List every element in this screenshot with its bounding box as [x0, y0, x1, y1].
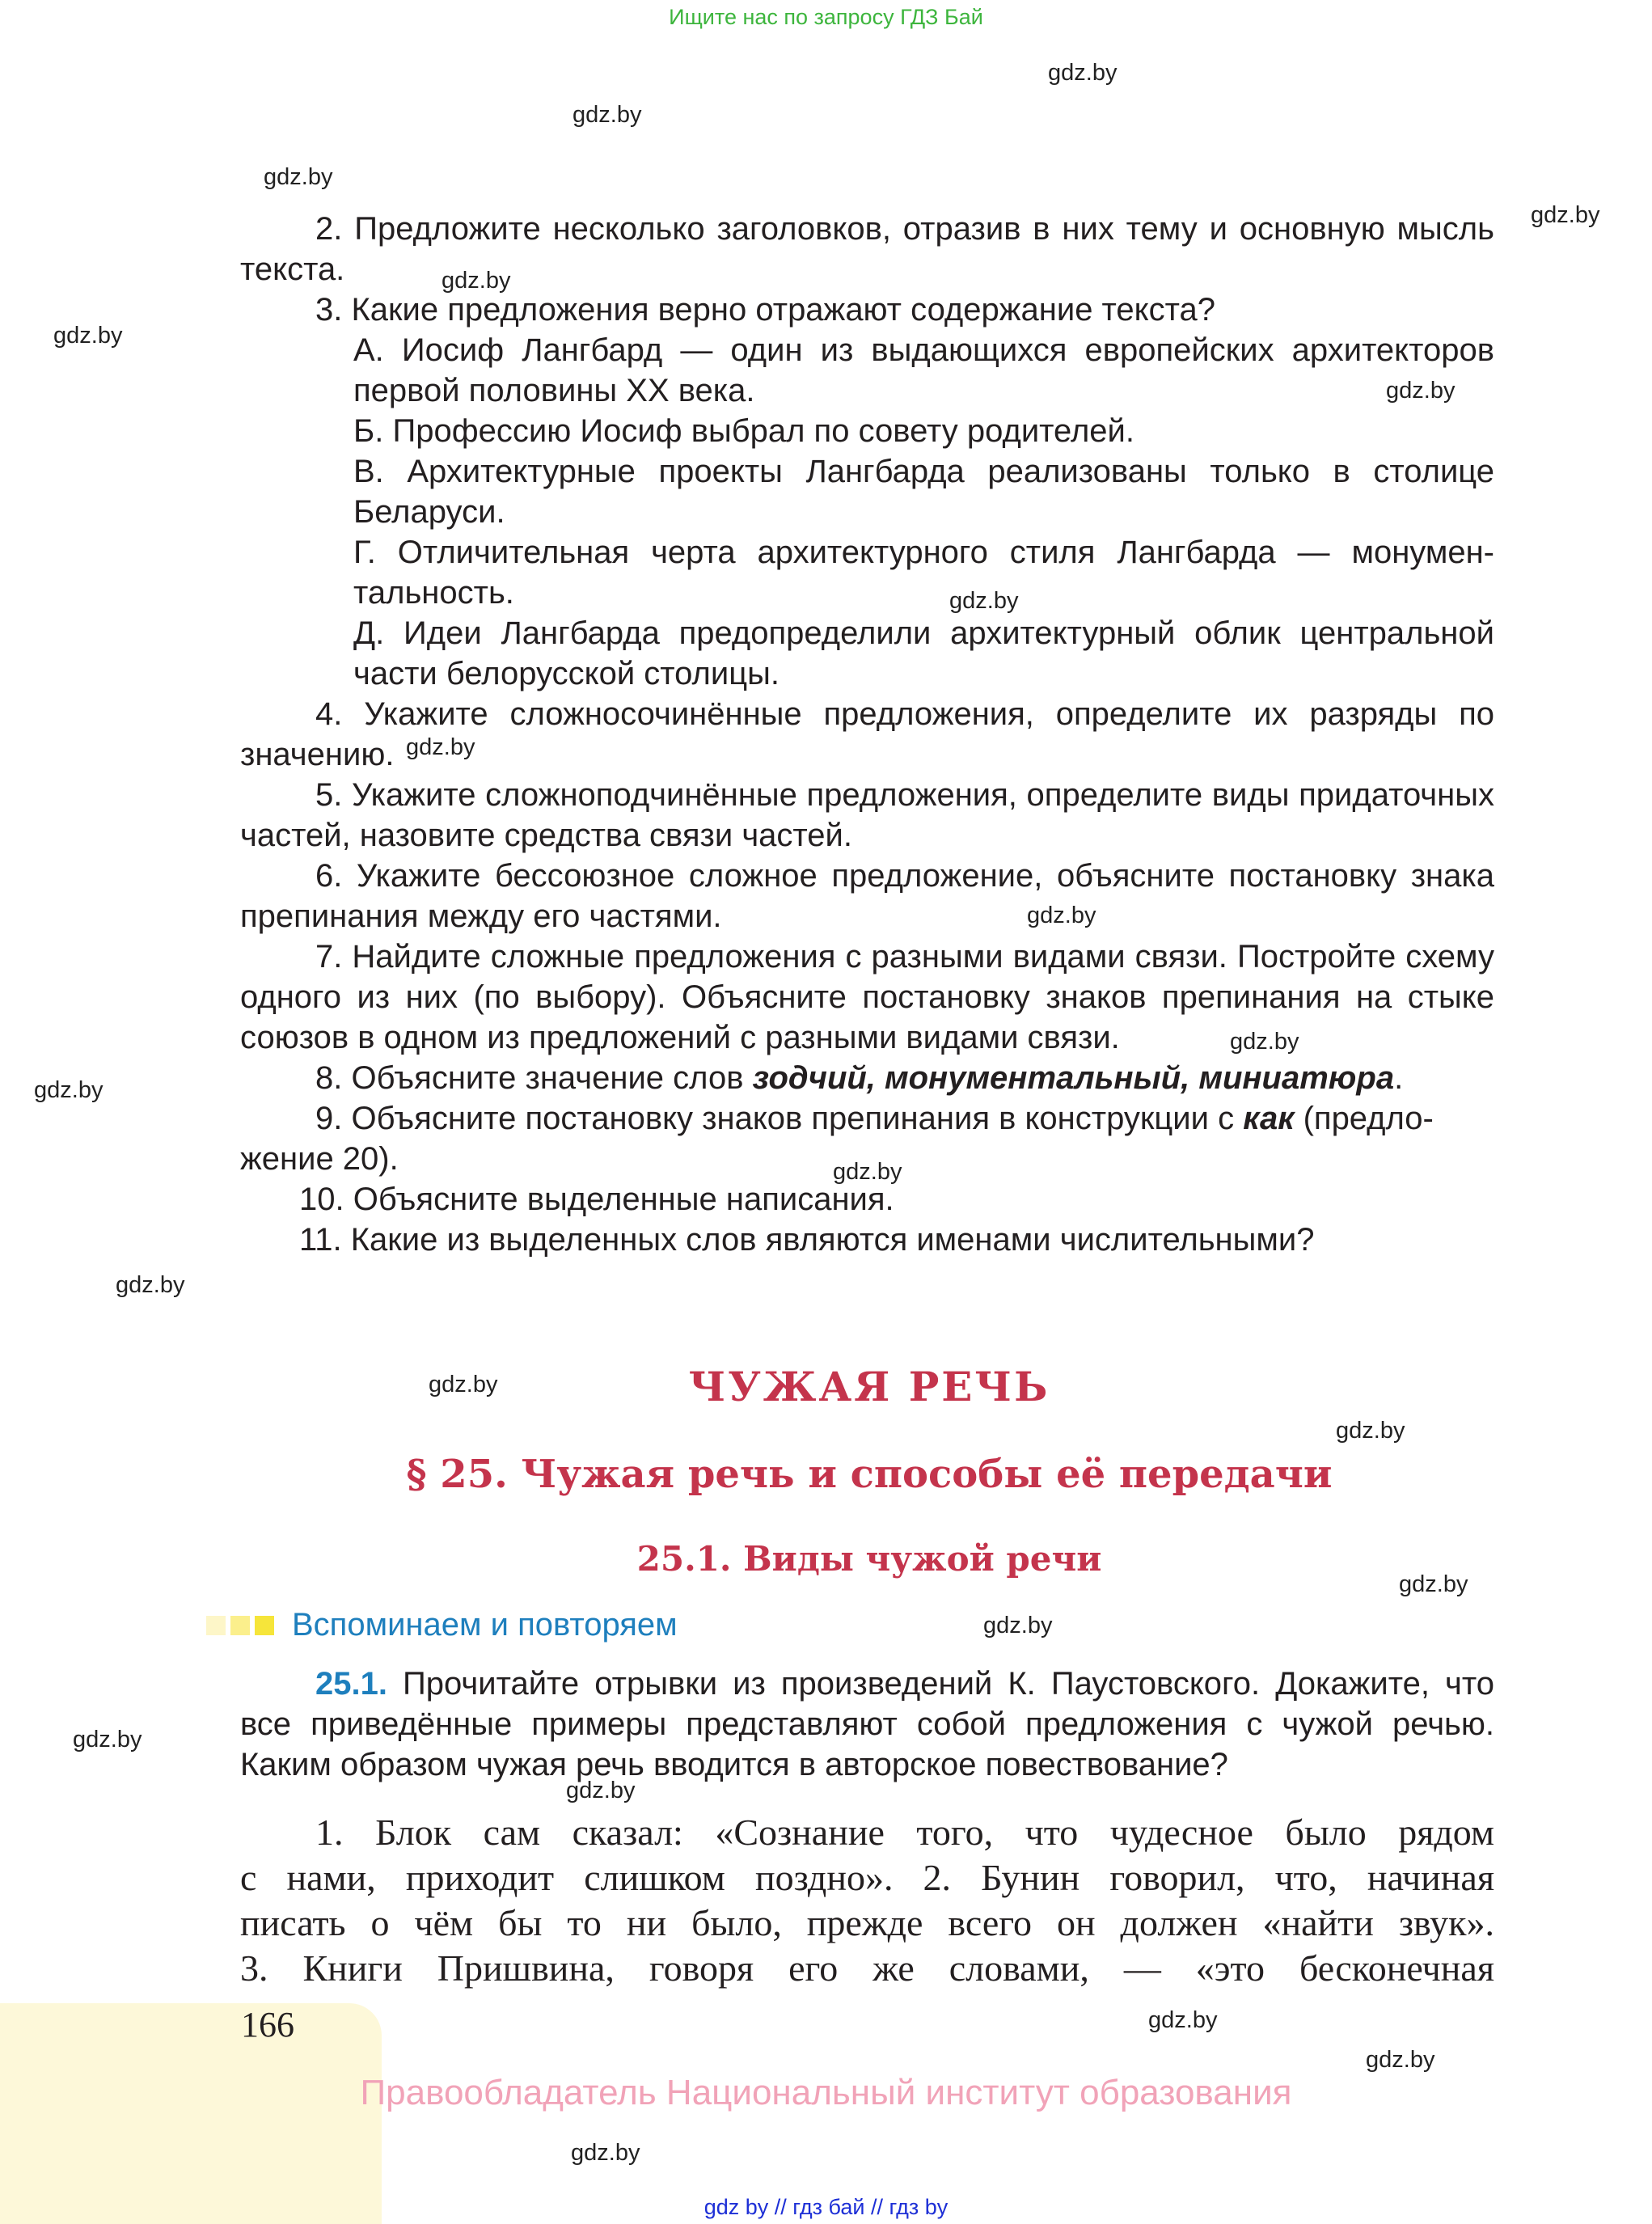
question-text: союзов в одном из предложений с разными видами связи.	[240, 1020, 1120, 1055]
question-prefix: 8. Объясните значение слов	[315, 1060, 753, 1096]
subsection-title: 25.1. Виды чужой речи	[636, 1539, 1102, 1579]
paragraph-title: § 25. Чужая речь и способы её передачи	[406, 1452, 1333, 1497]
footer-links[interactable]: gdz by // гдз бай // гдз by	[703, 2195, 949, 2219]
highlighted-word: как	[1243, 1101, 1295, 1136]
watermark: gdz.by	[53, 323, 123, 349]
watermark: gdz.by	[1148, 2007, 1218, 2033]
watermark: gdz.by	[264, 164, 333, 190]
watermark: gdz.by	[572, 102, 642, 128]
watermark: gdz.by	[429, 1372, 498, 1397]
exercise-passage: с нами, приходит слишком поздно». 2. Бунин говорил, что, начиная	[240, 1857, 1494, 1898]
question-option: части белорусской столицы.	[353, 656, 780, 691]
exercise-number: 25.1.	[315, 1666, 387, 1702]
watermark: gdz.by	[1531, 202, 1600, 228]
watermark: gdz.by	[34, 1077, 104, 1103]
exercise-text: Прочитайте отрывки из произведений К. Паустовского. Докажите, что	[387, 1666, 1494, 1702]
watermark: gdz.by	[566, 1778, 636, 1803]
question-option: В. Архитектурные проекты Лангбарда реализованы только в столице	[353, 454, 1494, 489]
square-icon	[255, 1616, 274, 1635]
question-text: препинания между его частями.	[240, 898, 722, 934]
exercise-passage: 3. Книги Пришвина, говоря его же словами, — «это бесконечная	[240, 1947, 1494, 1989]
question-text	[315, 1058, 1403, 1098]
watermark: gdz.by	[73, 1727, 142, 1753]
watermark: gdz.by	[442, 268, 511, 294]
watermark: gdz.by	[1399, 1571, 1468, 1597]
watermark: gdz.by	[1366, 2047, 1435, 2073]
page-number-tab	[0, 2003, 382, 2224]
watermark: gdz.by	[406, 734, 475, 760]
watermark: gdz.by	[1336, 1418, 1405, 1444]
question-text: частей, назовите средства связи частей.	[240, 818, 852, 853]
watermark: gdz.by	[116, 1272, 185, 1298]
square-icon	[206, 1616, 226, 1635]
watermark: gdz.by	[833, 1159, 902, 1185]
question-text	[315, 1098, 1434, 1139]
section-title: ЧУЖАЯ РЕЧЬ	[688, 1363, 1050, 1410]
question-option: Г. Отличительная черта архитектурного стиля Лангбарда — монумен-	[353, 535, 1494, 570]
question-text: 4. Укажите сложносочинённые предложения, определите их разряды по	[315, 696, 1494, 732]
question-text: 3. Какие предложения верно отражают содержание текста?	[315, 292, 1215, 328]
question-text: одного из них (по выбору). Объясните постановку знаков препинания на стыке	[240, 979, 1494, 1015]
question-suffix: .	[1394, 1060, 1404, 1096]
question-option: первой половины XX века.	[353, 373, 755, 408]
question-option: Б. Профессию Иосиф выбрал по совету родителей.	[353, 413, 1134, 449]
question-option: А. Иосиф Лангбард — один из выдающихся европейских архитекторов	[353, 332, 1494, 368]
question-text: жение 20).	[240, 1141, 399, 1177]
watermark: gdz.by	[949, 588, 1019, 614]
exercise-instruction: все приведённые примеры представляют собой предложения с чужой речью.	[240, 1706, 1494, 1742]
remember-header	[206, 1607, 678, 1643]
highlighted-words: зодчий, монументальный, миниатюра	[752, 1060, 1395, 1096]
question-text: 10. Объясните выделенные написания.	[299, 1182, 894, 1217]
exercise-instruction: Каким образом чужая речь вводится в авторское повествование?	[240, 1747, 1228, 1782]
watermark: gdz.by	[1230, 1029, 1299, 1055]
question-option: Д. Идеи Лангбарда предопределили архитектурный облик центральной	[353, 615, 1494, 651]
watermark: gdz.by	[1027, 903, 1096, 928]
question-prefix: 9. Объясните постановку знаков препинания в конструкции с	[315, 1101, 1244, 1136]
question-text: значению.	[240, 737, 395, 772]
question-text: 2. Предложите несколько заголовков, отразив в них тему и основную мысль	[315, 211, 1494, 247]
remember-label: Вспоминаем и повторяем	[292, 1607, 678, 1643]
watermark: gdz.by	[983, 1613, 1053, 1638]
question-text: 6. Укажите бессоюзное сложное предложение, объясните постановку знака	[315, 858, 1494, 894]
watermark: gdz.by	[571, 2140, 640, 2166]
watermark: gdz.by	[1048, 60, 1118, 86]
search-banner[interactable]: Ищите нас по запросу ГДЗ Бай	[669, 5, 983, 29]
exercise-passage: писать о чём бы то ни было, прежде всего он должен «найти звук».	[240, 1902, 1494, 1943]
question-option: тальность.	[353, 575, 514, 611]
square-icon	[230, 1616, 250, 1635]
question-text: 11. Какие из выделенных слов являются именами числительными?	[299, 1222, 1315, 1258]
exercise-passage: 1. Блок сам сказал: «Сознание того, что чудесное было рядом	[315, 1812, 1494, 1853]
copyright-notice: Правообладатель Национальный институт образования	[360, 2073, 1292, 2112]
question-suffix: (предло-	[1294, 1101, 1434, 1136]
question-text: 7. Найдите сложные предложения с разными видами связи. Постройте схему	[315, 939, 1494, 975]
question-text: 5. Укажите сложноподчинённые предложения, определите виды придаточных	[315, 777, 1494, 813]
watermark: gdz.by	[1386, 378, 1456, 404]
question-text: текста.	[240, 252, 345, 287]
page-number: 166	[241, 2005, 294, 2044]
exercise-instruction	[315, 1664, 1494, 1704]
question-option: Беларуси.	[353, 494, 505, 530]
